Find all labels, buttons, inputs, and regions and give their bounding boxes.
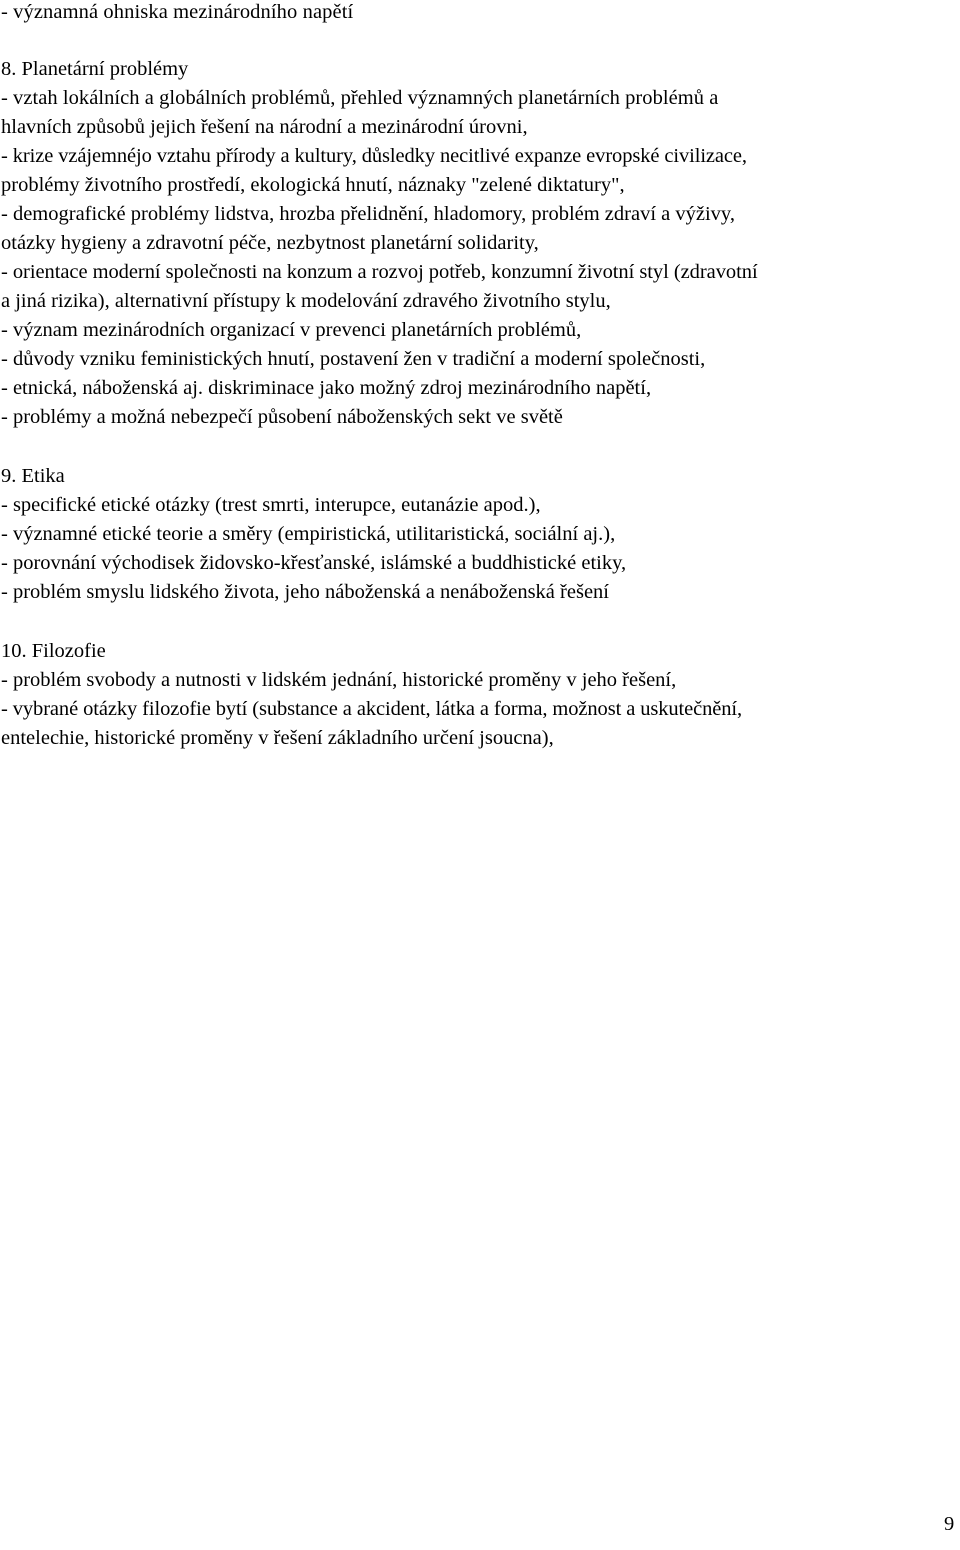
page-number: 9 xyxy=(944,1513,955,1535)
text-line: - významné etické teorie a směry (empiristická, utilitaristická, sociální aj.), xyxy=(1,523,616,545)
text-line: problémy životního prostředí, ekologická hnutí, náznaky "zelené diktatury", xyxy=(1,174,625,196)
text-line: - demografické problémy lidstva, hrozba přelidnění, hladomory, problém zdraví a výživy, xyxy=(1,203,735,225)
text-line: - vztah lokálních a globálních problémů, přehled významných planetárních problémů a xyxy=(1,87,719,109)
section-heading-philosophy: 10. Filozofie xyxy=(1,640,106,662)
text-line: entelechie, historické proměny v řešení základního určení jsoucna), xyxy=(1,727,554,749)
text-line: hlavních způsobů jejich řešení na národní a mezinárodní úrovni, xyxy=(1,116,528,138)
text-line: - porovnání východisek židovsko-křesťanské, islámské a buddhistické etiky, xyxy=(1,552,627,574)
text-line: - významná ohniska mezinárodního napětí xyxy=(1,1,354,23)
section-heading-ethics: 9. Etika xyxy=(1,465,65,487)
text-line: - problémy a možná nebezpečí působení náboženských sekt ve světě xyxy=(1,406,563,428)
section-heading-planetary-problems: 8. Planetární problémy xyxy=(1,58,189,80)
text-line: - orientace moderní společnosti na konzum a rozvoj potřeb, konzumní životní styl (zdravotní xyxy=(1,261,758,283)
text-line: - důvody vzniku feministických hnutí, postavení žen v tradiční a moderní společnosti, xyxy=(1,348,706,370)
text-line: - krize vzájemnéjo vztahu přírody a kultury, důsledky necitlivé expanze evropské civilizace, xyxy=(1,145,747,167)
text-line: - etnická, náboženská aj. diskriminace jako možný zdroj mezinárodního napětí, xyxy=(1,377,652,399)
text-line: otázky hygieny a zdravotní péče, nezbytnost planetární solidarity, xyxy=(1,232,539,254)
text-line: a jiná rizika), alternativní přístupy k modelování zdravého životního stylu, xyxy=(1,290,611,312)
text-line: - význam mezinárodních organizací v prevenci planetárních problémů, xyxy=(1,319,582,341)
text-line: - problém svobody a nutnosti v lidském jednání, historické proměny v jeho řešení, xyxy=(1,669,677,691)
text-line: - problém smyslu lidského života, jeho náboženská a nenáboženská řešení xyxy=(1,581,609,603)
text-line: - specifické etické otázky (trest smrti, interupce, eutanázie apod.), xyxy=(1,494,541,516)
text-line: - vybrané otázky filozofie bytí (substance a akcident, látka a forma, možnost a uskutečnění, xyxy=(1,698,743,720)
